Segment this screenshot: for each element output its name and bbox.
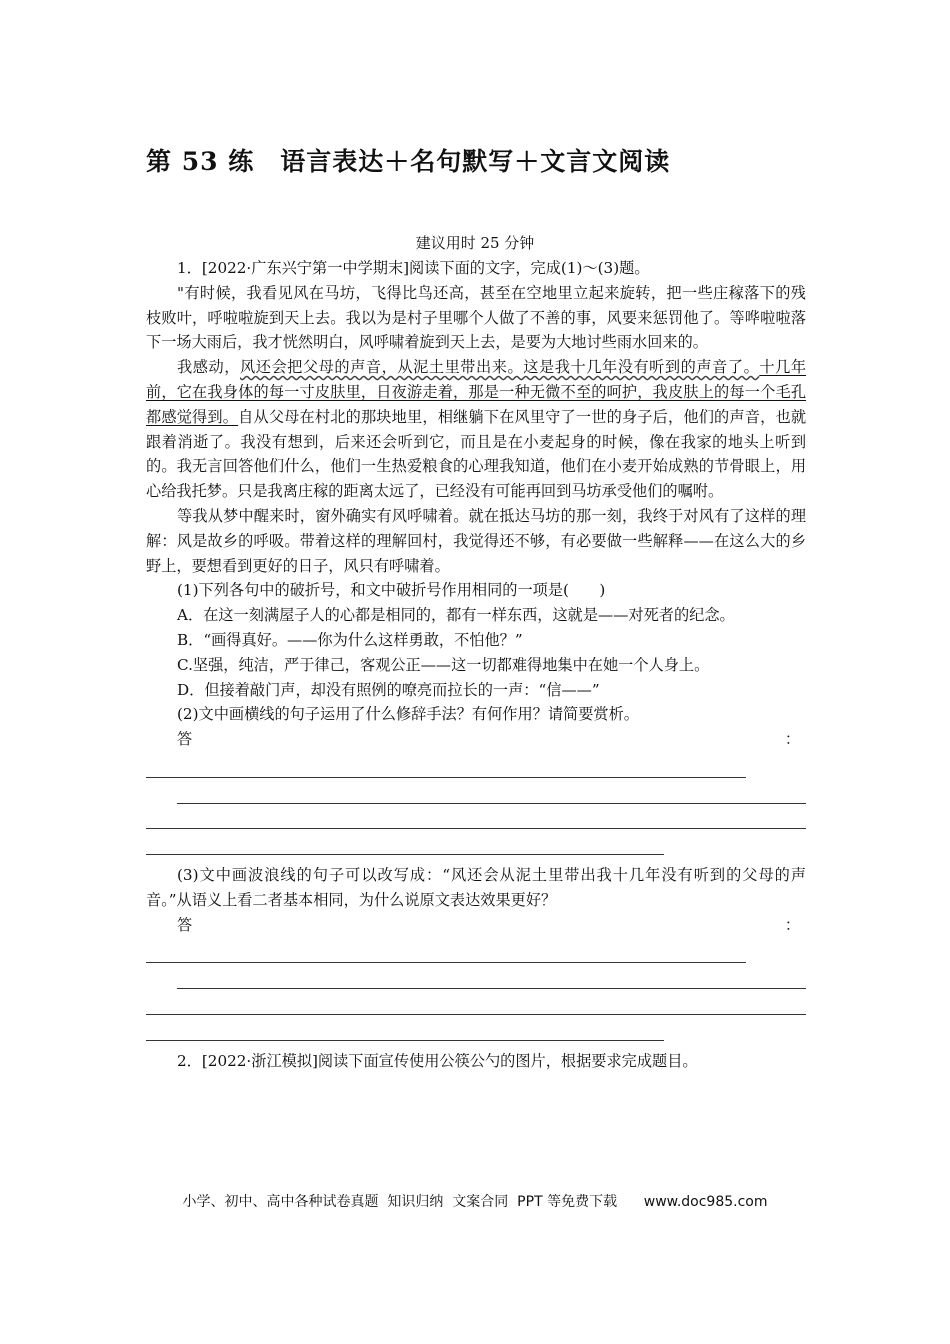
answer-line[interactable] (146, 938, 746, 964)
wavy-underlined-sentence: 风还会把父母的声音，从泥土里带出来。这是我十几年没有听到的声音了。 (239, 358, 760, 377)
option-b: B．“画得真好。——你为什么这样勇敢，不怕他？” (177, 630, 523, 649)
answer-label-row (146, 727, 806, 752)
passage-paragraph-2 (146, 355, 806, 504)
answer-line[interactable] (146, 829, 664, 855)
passage-paragraph-3: 等我从梦中醒来时，窗外确实有风呼啸着。就在抵达马坊的那一刻，我终于对风有了这样的理解：风是故乡的呼吸。带着这样的理解回村，我觉得还不够，有必要做一些解释——在这么大的乡野上，要想看到更好的日子，风只有呼啸着。 (146, 506, 806, 575)
passage-paragraph-1: "有时候，我看见风在马坊，飞得比鸟还高，甚至在空地里立起来旋转，把一些庄稼落下的残枝败叶，呼啦啦旋到天上去。我以为是村子里哪个人做了不善的事，风要来惩罚他了。等哗啦啦落下一场大雨后，我才恍然明白，风呼啸着旋到天上去，是要为大地讨些雨水回来的。 (146, 283, 806, 352)
question-content (146, 256, 806, 1074)
question-2-intro: 2．[2022·浙江模拟]阅读下面宣传使用公筷公勺的图片，根据要求完成题目。 (177, 1051, 698, 1070)
page-title: 第 53 练 语言表达＋名句默写＋文言文阅读 (146, 147, 671, 176)
paragraph-2-lead: 我感动， (177, 358, 240, 377)
answer-label: 答 (177, 730, 193, 749)
answer-colon: ： (784, 915, 800, 934)
option-d: D．但接着敲门声，却没有照例的嘹亮而拉长的一声：“信——” (177, 680, 600, 699)
answer-line[interactable] (146, 752, 746, 778)
sub-question-1: (1)下列各句中的破折号，和文中破折号作用相同的一项是( ) (177, 581, 606, 600)
question-1-intro: 1．[2022·广东兴宁第一中学期末]阅读下面的文字，完成(1)～(3)题。 (177, 259, 650, 277)
suggested-time: 建议用时 25 分钟 (415, 234, 535, 252)
sub-question-3: (3)文中画波浪线的句子可以改写成：“风还会从泥土里带出我十几年没有听到的父母的声音。”从语义上看二者基本相同，为什么说原文表达效果更好？ (146, 866, 806, 909)
answer-line[interactable] (177, 963, 806, 989)
answer-line[interactable] (146, 804, 806, 830)
paragraph-2-rest: 自从父母在村北的那块地里，相继躺下在风里守了一世的身子后，他们的声音，也就跟着消逝了。我没有想到，后来还会听到它，而且是在小麦起身的时候，像在我家的地头上听到的。我无言回答他们什么，他们一生热爱粮食的心理我知道，他们在小麦开始成熟的节骨眼上，用心给我托梦。只是我离庄稼的距离太远了，已经没有可能再回到马坊承受他们的嘱咐。 (146, 407, 807, 501)
option-c: C.坚强，纯洁，严于律己，客观公正——这一切都难得地集中在她一个人身上。 (177, 655, 710, 674)
answer-line[interactable] (146, 989, 806, 1015)
option-a: A．在这一刻满屋子人的心都是相同的，都有一样东西，这就是——对死者的纪念。 (177, 606, 735, 625)
answer-label: 答 (177, 915, 193, 934)
answer-colon: ： (784, 730, 800, 749)
answer-label-row (146, 913, 806, 938)
underlined-sentence: 十几年前，它在我身体的每一寸皮肤里，日夜游走着，那是一种无微不至的呵护，我皮肤上的每一个毛孔都感觉得到。 (146, 358, 807, 426)
answer-line[interactable] (177, 778, 806, 804)
page-footer: 小学、初中、高中各种试卷真题 知识归纳 文案合同 PPT 等免费下载 www.doc985.com (182, 1194, 768, 1210)
answer-line[interactable] (146, 1015, 664, 1041)
sub-question-2: (2)文中画横线的句子运用了什么修辞手法？有何作用？请简要赏析。 (177, 705, 639, 724)
